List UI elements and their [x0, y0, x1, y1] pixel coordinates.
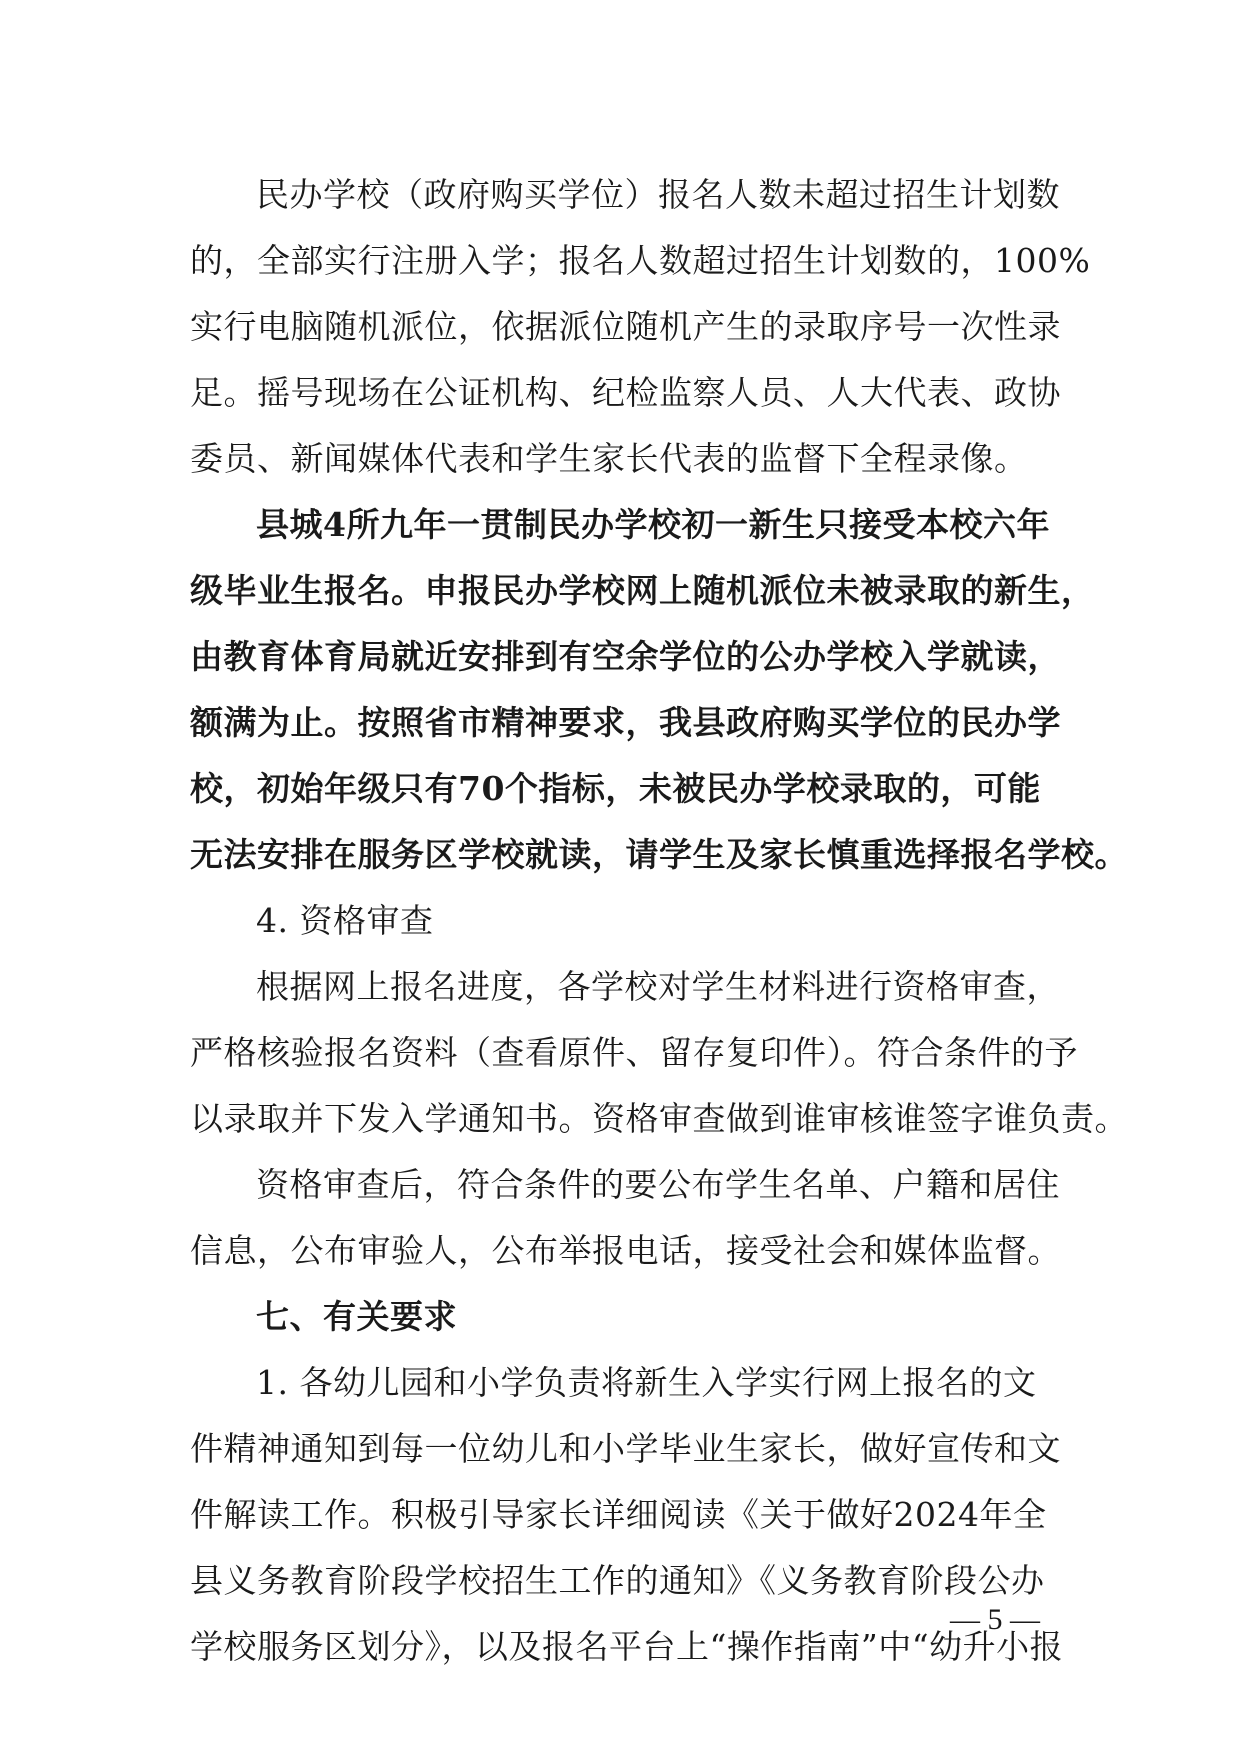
text-line: 件精神通知到每一位幼儿和小学毕业生家长，做好宣传和文	[190, 1429, 1061, 1468]
text-line: 1. 各幼儿园和小学负责将新生入学实行网上报名的文	[256, 1363, 1037, 1402]
text-line: 县义务教育阶段学校招生工作的通知》《义务教育阶段公办	[190, 1561, 1045, 1600]
text-line: 足。摇号现场在公证机构、纪检监察人员、人大代表、政协	[190, 373, 1061, 412]
text-line: 学校服务区划分》，以及报名平台上“操作指南”中“幼升小报	[190, 1627, 1064, 1666]
text-line: 信息，公布审验人，公布举报电话，接受社会和媒体监督。	[190, 1231, 1061, 1270]
text-line: 民办学校（政府购买学位）报名人数未超过招生计划数	[256, 175, 1060, 214]
text-line: 以录取并下发入学通知书。资格审查做到谁审核谁签字谁负责。	[190, 1099, 1128, 1138]
section-subheading: 4. 资格审查	[256, 901, 434, 940]
bold-text-line: 校，初始年级只有70个指标，未被民办学校录取的，可能	[190, 769, 1041, 808]
text-line: 资格审查后，符合条件的要公布学生名单、户籍和居住	[256, 1165, 1060, 1204]
bold-text-line: 额满为止。按照省市精神要求，我县政府购买学位的民办学	[190, 703, 1061, 742]
bold-text-line: 由教育体育局就近安排到有空余学位的公办学校入学就读，	[190, 637, 1061, 676]
bold-text-line: 县城4所九年一贯制民办学校初一新生只接受本校六年	[256, 505, 1050, 544]
text-line: 根据网上报名进度，各学校对学生材料进行资格审查，	[256, 967, 1060, 1006]
text-line: 实行电脑随机派位，依据派位随机产生的录取序号一次性录	[190, 307, 1061, 346]
text-line: 严格核验报名资料（查看原件、留存复印件）。符合条件的予	[190, 1033, 1078, 1072]
text-line: 件解读工作。积极引导家长详细阅读《关于做好2024年全	[190, 1495, 1047, 1534]
document-body	[190, 162, 1128, 1680]
bold-text-line: 无法安排在服务区学校就读，请学生及家长慎重选择报名学校。	[190, 835, 1128, 874]
text-line: 的，全部实行注册入学；报名人数超过招生计划数的，100%	[190, 241, 1091, 280]
bold-text-line: 级毕业生报名。申报民办学校网上随机派位未被录取的新生，	[190, 571, 1095, 610]
page-number: — 5 —	[950, 1603, 1040, 1636]
section-heading: 七、有关要求	[256, 1297, 457, 1336]
text-line: 委员、新闻媒体代表和学生家长代表的监督下全程录像。	[190, 439, 1028, 478]
